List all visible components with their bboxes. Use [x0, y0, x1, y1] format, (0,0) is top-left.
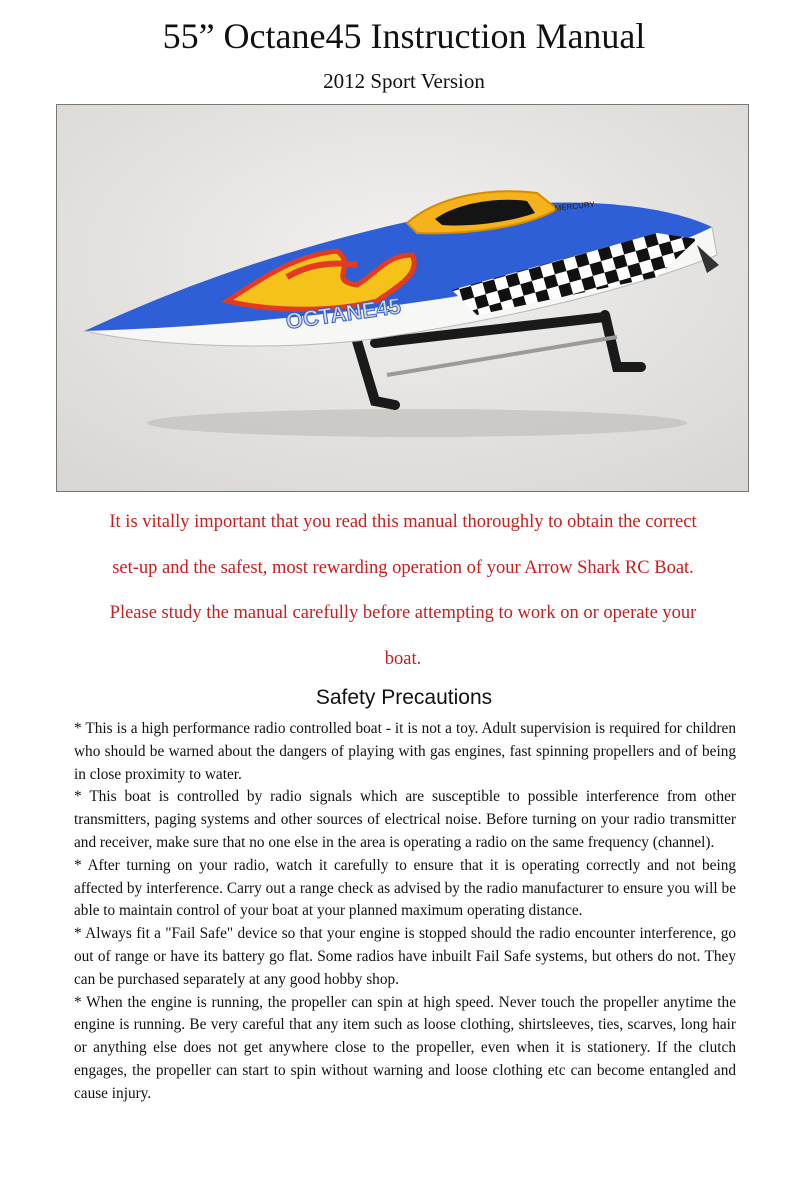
- page-subtitle: 2012 Sport Version: [323, 69, 485, 93]
- boat-photo: [56, 104, 749, 492]
- warning-line: set-up and the safest, most rewarding operation of your Arrow Shark RC Boat.: [112, 557, 694, 578]
- hull-lettering: OCTANE45: [284, 293, 403, 334]
- decal-lettering: MERCURY: [554, 199, 596, 213]
- safety-item: * When the engine is running, the propeller can spin at high speed. Never touch the propeller anytime the engine is running. Be very careful that any item such as loose clothing, shirtsleeves, ties, scarves, long hair or anything else does not get anywhere close to the propeller, even when it is stationery. If the clutch engages, the propeller can start to spin without warning and loose clothing etc can become entangled and cause injury.: [74, 993, 736, 1102]
- safety-list: [74, 718, 736, 1106]
- warning-line: boat.: [384, 648, 422, 669]
- safety-item: * This boat is controlled by radio signals which are susceptible to possible interference from other transmitters, paging systems and other sources of electrical noise. Before turning on your radio transmitter and receiver, make sure that no one else in the area is operating a radio on the same frequency (channel).: [74, 788, 736, 851]
- warning-line: It is vitally important that you read this manual thoroughly to obtain the correct: [109, 512, 697, 532]
- safety-item: * After turning on your radio, watch it carefully to ensure that it is operating correctly and not being affected by interference. Carry out a range check as advised by the radio manufacturer to ensure you will be able to maintain control of your boat at your planned maximum operating distance.: [74, 856, 736, 920]
- boat-shadow: [147, 409, 687, 437]
- warning-notice: [56, 500, 750, 682]
- safety-heading: Safety Precautions: [315, 686, 493, 709]
- warning-line: Please study the manual carefully before attempting to work on or operate your: [109, 603, 697, 623]
- page-title: 55” Octane45 Instruction Manual: [162, 16, 646, 56]
- boat-illustration: [57, 105, 748, 491]
- safety-item: * Always fit a "Fail Safe" device so that your engine is stopped should the radio encounter interference, go out of range or have its battery go flat. Some radios have inbuilt Fail Safe systems, but others do not. They can be purchased separately at any good hobby shop.: [74, 925, 736, 988]
- safety-item: * This is a high performance radio controlled boat - it is not a toy. Adult supervision is required for children who should be warned about the dangers of playing with gas engines, fast spinning propellers and of being in close proximity to water.: [74, 720, 736, 783]
